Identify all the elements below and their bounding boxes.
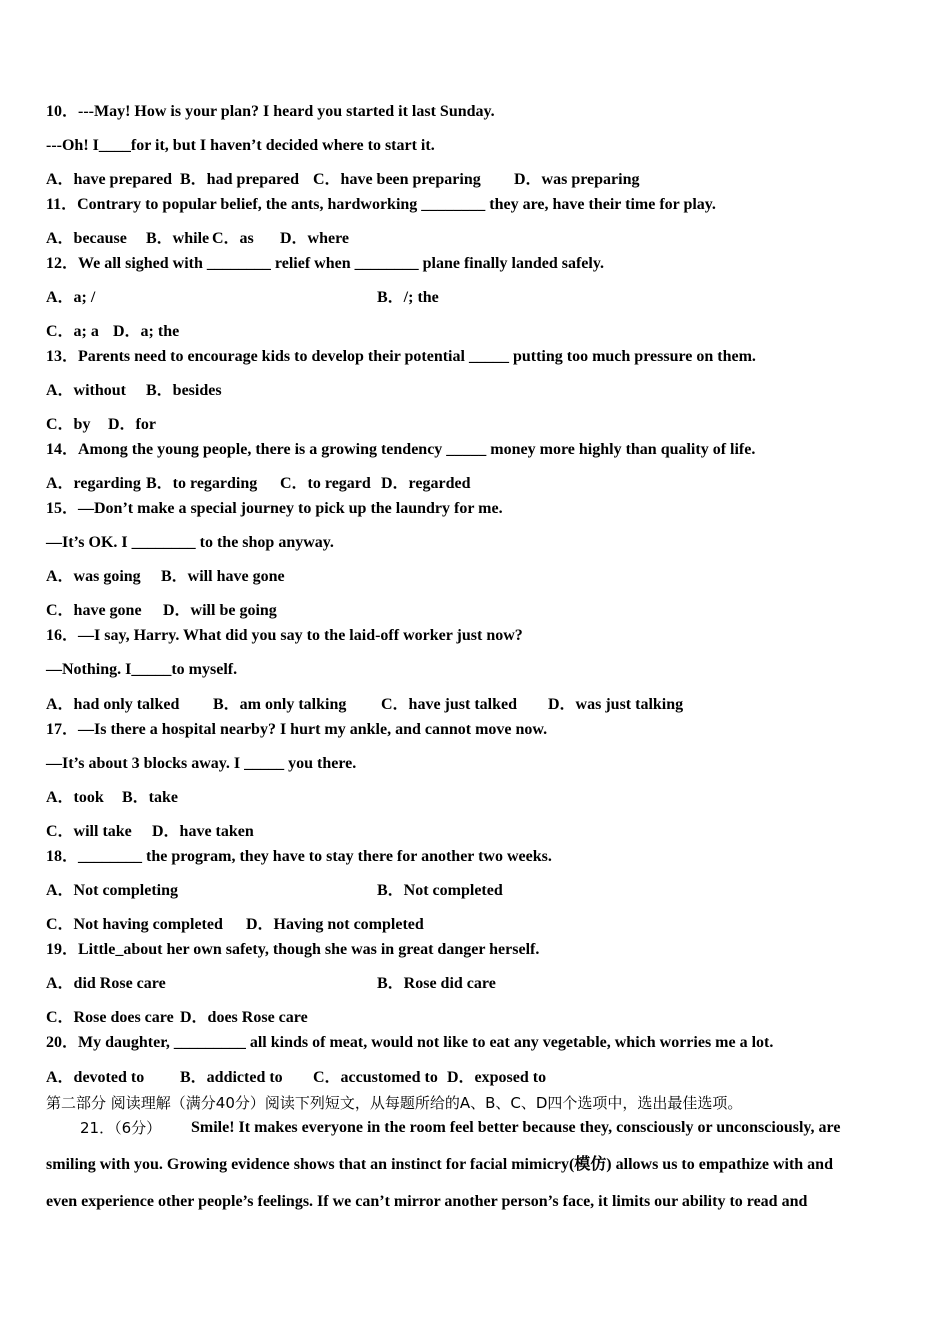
question-16-stem: 16．—I say, Harry. What did you say to the laid-off worker just now?: [46, 627, 523, 644]
q19-option-a: A．did Rose care: [46, 975, 166, 992]
q13-option-b: B．besides: [146, 382, 222, 399]
question-16-dialog: —Nothing. I_____to myself.: [46, 661, 238, 678]
q12-option-d: D．a; the: [113, 323, 180, 340]
q14-option-b: B．to regarding: [146, 475, 258, 492]
q10-option-c: C．have been preparing: [313, 171, 481, 188]
q19-option-c: C．Rose does care: [46, 1009, 174, 1026]
question-17-dialog: —It’s about 3 blocks away. I _____ you there.: [46, 755, 357, 772]
question-14-stem: 14．Among the young people, there is a growing tendency _____ money more highly than quality of life.: [46, 441, 756, 458]
q19-option-b: B．Rose did care: [377, 975, 496, 992]
q13-option-c: C．by: [46, 416, 91, 433]
q19-option-d: D．does Rose care: [180, 1009, 308, 1026]
q20-option-a: A．devoted to: [46, 1069, 145, 1086]
q11-option-b: B．while: [146, 230, 210, 247]
q15-option-c: C．have gone: [46, 602, 142, 619]
q20-option-b: B．addicted to: [180, 1069, 283, 1086]
q18-option-c: C．Not having completed: [46, 916, 223, 933]
q16-option-d: D．was just talking: [548, 696, 684, 713]
question-21-label: 21．（6分）: [80, 1119, 162, 1137]
q16-option-b: B．am only talking: [213, 696, 347, 713]
q15-option-d: D．will be going: [163, 602, 277, 619]
question-10-stem: 10．---May! How is your plan? I heard you started it last Sunday.: [46, 103, 495, 120]
question-19-stem: 19．Little_about her own safety, though she was in great danger herself.: [46, 941, 540, 958]
q20-option-d: D．exposed to: [447, 1069, 547, 1086]
q16-option-a: A．had only talked: [46, 696, 180, 713]
passage-line-3: even experience other people’s feelings. If we can’t mirror another person’s face, it limits our ability to read and: [46, 1193, 808, 1210]
q20-option-c: C．accustomed to: [313, 1069, 438, 1086]
q17-option-c: C．will take: [46, 823, 132, 840]
passage-line-2: smiling with you. Growing evidence shows that an instinct for facial mimicry(模仿) allows us to empathize with and: [46, 1156, 833, 1173]
q13-option-d: D．for: [108, 416, 156, 433]
q11-option-c: C．as: [212, 230, 254, 247]
question-12-stem: 12．We all sighed with ________ relief when ________ plane finally landed safely.: [46, 255, 604, 272]
section-heading: 第二部分 阅读理解（满分40分）阅读下列短文，从每题所给的A、B、C、D四个选项中，选出最佳选项。: [46, 1094, 743, 1112]
question-20-stem: 20．My daughter, _________ all kinds of meat, would not like to eat any vegetable, which worries me a lot.: [46, 1034, 774, 1051]
question-11-stem: 11．Contrary to popular belief, the ants, hardworking ________ they are, have their time for play.: [46, 196, 716, 213]
q16-option-c: C．have just talked: [381, 696, 518, 713]
q12-option-a: A．a; /: [46, 289, 96, 306]
passage-line-1: Smile! It makes everyone in the room feel better because they, consciously or unconsciously, are: [191, 1119, 841, 1136]
question-17-stem: 17．—Is there a hospital nearby? I hurt my ankle, and cannot move now.: [46, 721, 548, 738]
q14-option-a: A．regarding: [46, 475, 141, 492]
q17-option-b: B．take: [122, 789, 179, 806]
q18-option-d: D．Having not completed: [246, 916, 424, 933]
question-10-dialog: ---Oh! I____for it, but I haven’t decided where to start it.: [46, 137, 435, 154]
q10-option-d: D．was preparing: [514, 171, 640, 188]
q10-option-b: B．had prepared: [180, 171, 299, 188]
question-15-dialog: —It’s OK. I ________ to the shop anyway.: [46, 534, 334, 551]
question-15-stem: 15．—Don’t make a special journey to pick up the laundry for me.: [46, 500, 503, 517]
q15-option-b: B．will have gone: [161, 568, 285, 585]
q11-option-a: A．because: [46, 230, 127, 247]
question-18-stem: 18．________ the program, they have to stay there for another two weeks.: [46, 848, 552, 865]
q13-option-a: A．without: [46, 382, 127, 399]
q12-option-b: B．/; the: [377, 289, 439, 306]
q14-option-d: D．regarded: [381, 475, 471, 492]
q11-option-d: D．where: [280, 230, 350, 247]
q14-option-c: C．to regard: [280, 475, 371, 492]
q10-option-a: A．have prepared: [46, 171, 173, 188]
q12-option-c: C．a; a: [46, 323, 99, 340]
q15-option-a: A．was going: [46, 568, 141, 585]
q17-option-d: D．have taken: [152, 823, 254, 840]
q18-option-a: A．Not completing: [46, 882, 178, 899]
q17-option-a: A．took: [46, 789, 104, 806]
question-13-stem: 13．Parents need to encourage kids to develop their potential _____ putting too much pressure on them.: [46, 348, 756, 365]
q18-option-b: B．Not completed: [377, 882, 503, 899]
